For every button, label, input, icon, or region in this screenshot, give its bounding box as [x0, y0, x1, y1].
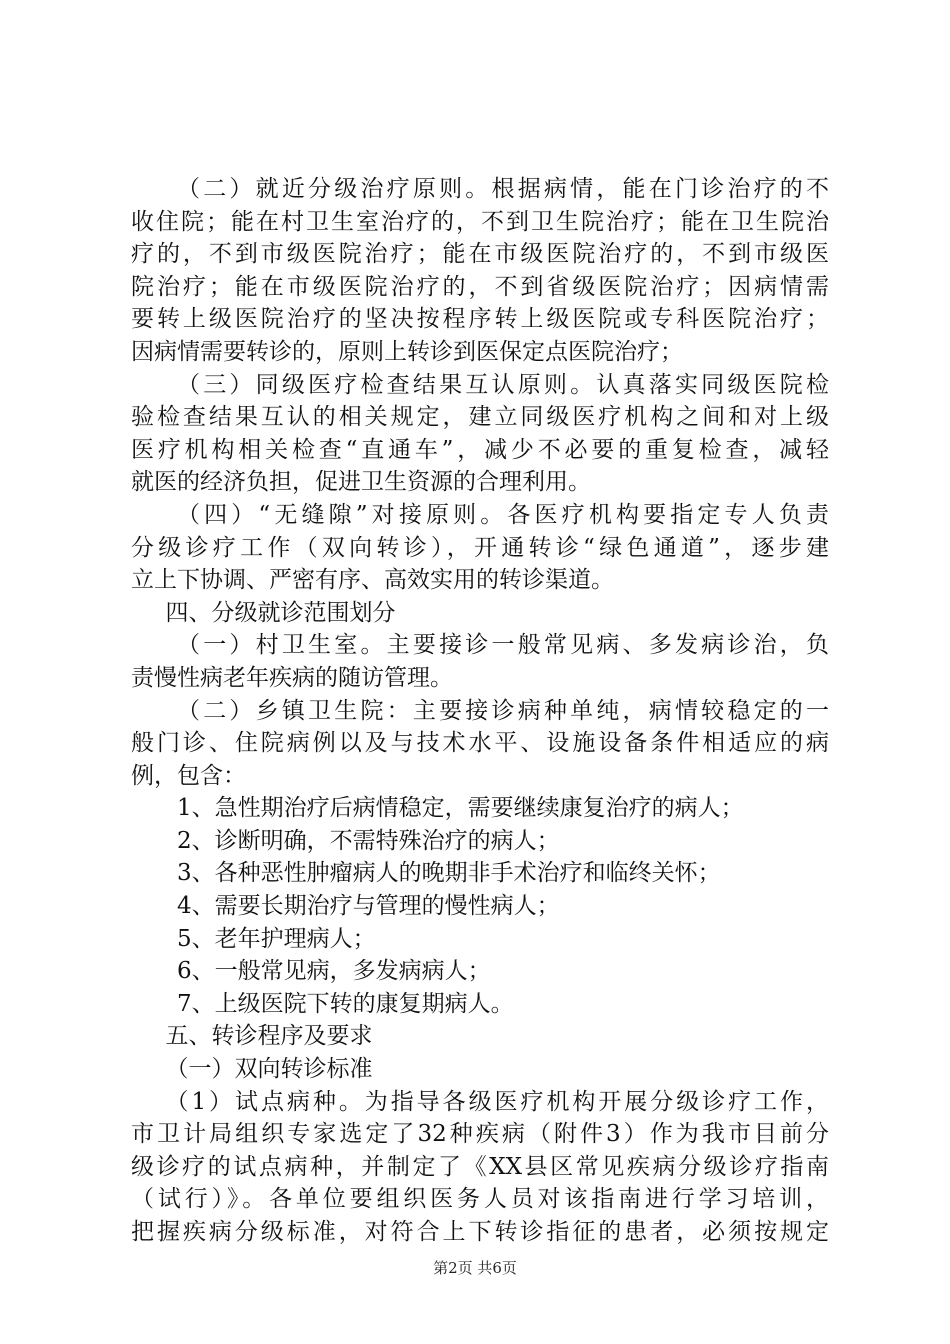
text-line: 四、分级就诊范围划分	[165, 599, 396, 626]
text-line: 2、诊断明确，不需特殊治疗的病人；	[177, 827, 560, 854]
text-line: 立上下协调、严密有序、高效实用的转诊渠道。	[131, 567, 614, 594]
text-line: 要转上级医院治疗的坚决按程序转上级医院或专科医院治疗；	[131, 306, 829, 333]
text-line: （一）双向转诊标准	[165, 1056, 373, 1083]
text-line: （四）“无缝隙”对接原则。各医疗机构要指定专人负责	[177, 501, 829, 528]
text-line: 级诊疗的试点病种，并制定了《XX县区常见疾病分级诊疗指南	[131, 1153, 829, 1180]
text-line: 般门诊、住院病例以及与技术水平、设施设备条件相适应的病	[131, 730, 829, 757]
text-line: 验检查结果互认的相关规定，建立同级医疗机构之间和对上级	[131, 404, 829, 431]
text-line: 因病情需要转诊的，原则上转诊到医保定点医院治疗；	[131, 338, 683, 365]
text-line: 1、急性期治疗后病情稳定，需要继续康复治疗的病人；	[177, 795, 744, 822]
text-line: 医疗机构相关检查“直通车”，减少不必要的重复检查，减轻	[131, 436, 829, 463]
text-line: 5、老年护理病人；	[177, 925, 376, 952]
text-line: 责慢性病老年疾病的随访管理。	[131, 664, 453, 691]
text-line: 收住院；能在村卫生室治疗的，不到卫生院治疗；能在卫生院治	[131, 208, 829, 235]
text-line: 例，包含：	[131, 762, 246, 789]
text-line: 把握疾病分级标准，对符合上下转诊指征的患者，必须按规定	[131, 1219, 829, 1245]
text-line: （1）试点病种。为指导各级医疗机构开展分级诊疗工作，	[165, 1088, 829, 1115]
document-body	[131, 173, 829, 1249]
text-line: 3、各种恶性肿瘤病人的晚期非手术治疗和临终关怀；	[177, 860, 721, 887]
text-line: （一）村卫生室。主要接诊一般常见病、多发病诊治，负	[177, 632, 829, 659]
text-line: （试行）》。各单位要组织医务人员对该指南进行学习培训，	[131, 1186, 829, 1213]
text-line: 院治疗；能在市级医院治疗的，不到省级医院治疗；因病情需	[131, 273, 829, 300]
text-line: 7、上级医院下转的康复期病人。	[177, 990, 514, 1017]
text-line: 分级诊疗工作（双向转诊），开通转诊“绿色通道”，逐步建	[131, 534, 829, 561]
text-line: 6、一般常见病，多发病病人；	[177, 958, 491, 985]
page-footer: 第2页 共6页	[433, 1259, 517, 1277]
text-line: 五、转诊程序及要求	[165, 1023, 373, 1050]
text-line: 就医的经济负担，促进卫生资源的合理利用。	[131, 469, 591, 496]
text-line: （二）就近分级治疗原则。根据病情，能在门诊治疗的不	[177, 176, 829, 202]
text-line: 疗的，不到市级医院治疗；能在市级医院治疗的，不到市级医	[131, 241, 829, 268]
text-line: （二）乡镇卫生院：主要接诊病种单纯，病情较稳定的一	[177, 697, 829, 724]
text-line: （三）同级医疗检查结果互认原则。认真落实同级医院检	[177, 371, 829, 398]
text-line: 4、需要长期治疗与管理的慢性病人；	[177, 893, 560, 920]
text-line: 市卫计局组织专家选定了32种疾病（附件3）作为我市目前分	[131, 1121, 829, 1148]
